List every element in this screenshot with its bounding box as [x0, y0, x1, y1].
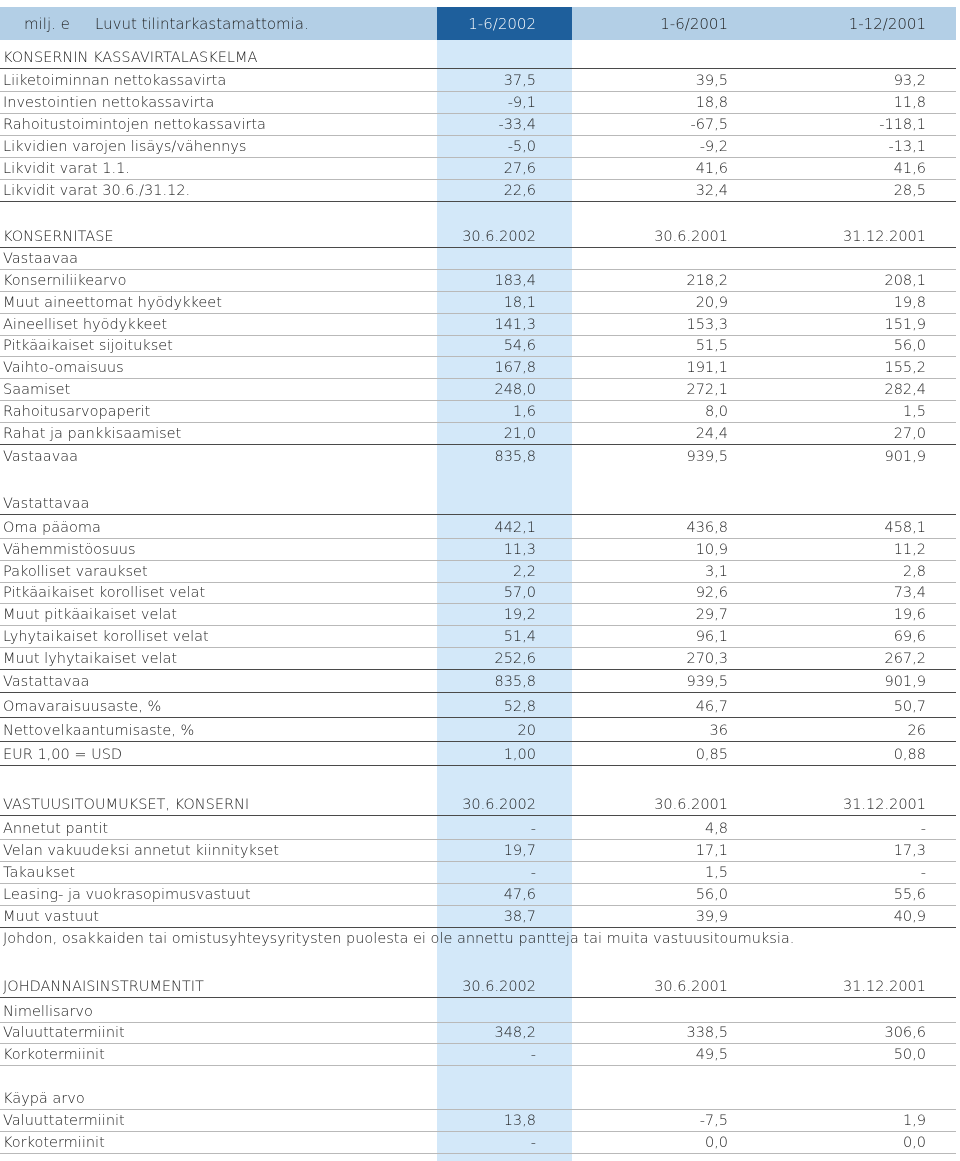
table-row — [0, 561, 956, 583]
value-col-1: 835,8 — [494, 449, 536, 465]
table-row — [0, 840, 956, 862]
table-row — [0, 626, 956, 648]
row-label: Aineelliset hyödykkeet — [3, 316, 168, 333]
table-row — [0, 136, 956, 158]
value-col-1: 54,6 — [503, 338, 536, 355]
value-col-3: 28,5 — [893, 183, 926, 199]
row-label: Pakolliset varaukset — [3, 563, 148, 580]
value-col-3: 19,8 — [893, 294, 926, 311]
row-label: Vähemmistöosuus — [3, 541, 136, 558]
value-col-3: 306,6 — [884, 1025, 926, 1041]
row-label: Vastattavaa — [3, 674, 90, 690]
value-col-2: 218,2 — [686, 273, 728, 289]
value-col-3: 155,2 — [884, 360, 926, 377]
value-col-1: 52,8 — [503, 699, 536, 715]
header-col-1: 1-6/2002 — [468, 15, 536, 33]
table-row — [0, 818, 956, 840]
row-label: Likvidit varat 1.1. — [3, 161, 130, 177]
table-row — [0, 335, 956, 357]
value-col-2: -9,2 — [699, 139, 728, 155]
value-col-1: 21,0 — [503, 425, 536, 442]
value-col-2: 96,1 — [695, 629, 728, 645]
table-row — [0, 401, 956, 423]
table-row — [0, 379, 956, 401]
subsection-heading — [0, 1001, 956, 1023]
value-col-2: 0,85 — [695, 747, 728, 763]
table-row — [0, 539, 956, 561]
value-col-3: 458,1 — [884, 520, 926, 536]
row-label: Valuuttatermiinit — [3, 1025, 125, 1041]
subsection-heading — [0, 493, 956, 515]
total-row — [0, 446, 956, 467]
value-col-2: 39,5 — [695, 73, 728, 89]
row-label: Saamiset — [3, 382, 71, 398]
table-row — [0, 292, 956, 314]
ratio-row — [0, 744, 956, 766]
table-row — [0, 1044, 956, 1066]
table-row — [0, 314, 956, 336]
value-col-3: -118,1 — [879, 117, 926, 133]
value-col-1: 442,1 — [494, 520, 536, 536]
value-col-3: 267,2 — [884, 650, 926, 667]
value-col-2: 1,5 — [704, 865, 728, 881]
section-title — [0, 226, 956, 248]
header-col-3: 1-12/2001 — [848, 15, 926, 33]
value-col-2: 39,9 — [695, 909, 728, 925]
value-col-1: 252,6 — [494, 650, 536, 667]
row-label: Rahoitusarvopaperit — [3, 403, 151, 420]
value-col-3: - — [920, 865, 926, 881]
value-col-2: 30.6.2001 — [654, 979, 728, 995]
row-label: Nettovelkaantumisaste, % — [3, 723, 195, 739]
row-label: Korkotermiinit — [3, 1135, 105, 1151]
row-label: Valuuttatermiinit — [3, 1113, 125, 1129]
value-col-1: - — [530, 821, 536, 837]
value-col-1: 1,00 — [503, 747, 536, 763]
value-col-1: 27,6 — [503, 161, 536, 177]
row-label: VASTUUSITOUMUKSET, KONSERNI — [3, 797, 250, 813]
value-col-1: 57,0 — [503, 585, 536, 602]
row-label: Velan vakuudeksi annetut kiinnitykset — [3, 843, 279, 859]
value-col-1: 30.6.2002 — [462, 229, 536, 245]
value-col-3: -13,1 — [888, 139, 926, 155]
subsection-heading — [0, 1088, 956, 1110]
value-col-1: 167,8 — [494, 360, 536, 377]
value-col-3: 0,88 — [893, 747, 926, 763]
table-row — [0, 357, 956, 379]
value-col-1: 11,3 — [503, 541, 536, 558]
table-row — [0, 582, 956, 604]
value-col-2: 24,4 — [695, 425, 728, 442]
value-col-1: 2,2 — [512, 563, 536, 580]
table-row — [0, 906, 956, 928]
value-col-3: 55,6 — [893, 887, 926, 903]
row-label: KONSERNITASE — [3, 229, 114, 245]
table-row — [0, 92, 956, 114]
row-label: Takaukset — [3, 865, 76, 881]
table-header — [0, 7, 956, 40]
value-col-2: 17,1 — [695, 843, 728, 859]
value-col-3: 11,2 — [893, 541, 926, 558]
value-col-1: - — [530, 1047, 536, 1063]
value-col-3: 901,9 — [884, 674, 926, 690]
value-col-2: 4,8 — [704, 821, 728, 837]
value-col-2: 30.6.2001 — [654, 229, 728, 245]
value-col-3: 19,6 — [893, 607, 926, 624]
table-row — [0, 70, 956, 92]
row-label: Konserniliikearvo — [3, 273, 127, 289]
value-col-2: 338,5 — [686, 1025, 728, 1041]
row-label: Pitkäaikaiset sijoitukset — [3, 338, 173, 355]
value-col-3: 56,0 — [893, 338, 926, 355]
value-col-3: 93,2 — [893, 73, 926, 89]
value-col-3: 11,8 — [893, 95, 926, 111]
value-col-1: 22,6 — [503, 183, 536, 199]
value-col-3: 17,3 — [893, 843, 926, 859]
value-col-2: 36 — [709, 723, 728, 739]
table-row — [0, 517, 956, 539]
value-col-3: 901,9 — [884, 449, 926, 465]
value-col-2: 10,9 — [695, 541, 728, 558]
value-col-2: 92,6 — [695, 585, 728, 602]
row-label: EUR 1,00 = USD — [3, 747, 123, 763]
row-label: Vaihto-omaisuus — [3, 360, 124, 377]
row-label: Nimellisarvo — [3, 1004, 93, 1020]
value-col-1: 37,5 — [503, 73, 536, 89]
value-col-3: 1,9 — [902, 1113, 926, 1129]
row-label: Investointien nettokassavirta — [3, 95, 215, 111]
value-col-3: 31.12.2001 — [842, 797, 926, 813]
value-col-3: 31.12.2001 — [842, 979, 926, 995]
table-row — [0, 180, 956, 202]
value-col-2: 46,7 — [695, 699, 728, 715]
unaudited-note: Luvut tilintarkastamattomia. — [95, 15, 309, 33]
value-col-1: 19,2 — [503, 607, 536, 624]
ratio-row — [0, 720, 956, 742]
row-label: Rahat ja pankkisaamiset — [3, 425, 182, 442]
value-col-2: 153,3 — [686, 316, 728, 333]
section-title — [0, 976, 956, 998]
row-label: Annetut pantit — [3, 821, 109, 837]
table-row — [0, 423, 956, 445]
row-label: Liiketoiminnan nettokassavirta — [3, 73, 227, 89]
row-label: Oma pääoma — [3, 520, 101, 536]
value-col-2: 8,0 — [704, 403, 728, 420]
row-label: Korkotermiinit — [3, 1047, 105, 1063]
value-col-2: 0,0 — [704, 1135, 728, 1151]
value-col-2: -67,5 — [690, 117, 728, 133]
value-col-3: 2,8 — [902, 563, 926, 580]
value-col-2: 20,9 — [695, 294, 728, 311]
value-col-2: 49,5 — [695, 1047, 728, 1063]
table-row — [0, 270, 956, 292]
value-col-3: 151,9 — [884, 316, 926, 333]
value-col-2: 191,1 — [686, 360, 728, 377]
value-col-1: 51,4 — [503, 629, 536, 645]
row-label: Lyhytaikaiset korolliset velat — [3, 629, 209, 645]
row-label: Muut lyhytaikaiset velat — [3, 650, 178, 667]
value-col-2: 51,5 — [695, 338, 728, 355]
row-label: Likvidien varojen lisäys/vähennys — [3, 139, 247, 155]
row-label: Pitkäaikaiset korolliset velat — [3, 585, 206, 602]
value-col-2: 41,6 — [695, 161, 728, 177]
total-row — [0, 671, 956, 693]
row-label: Vastaavaa — [3, 449, 79, 465]
value-col-3: 27,0 — [893, 425, 926, 442]
value-col-1: 141,3 — [494, 316, 536, 333]
value-col-2: 56,0 — [695, 887, 728, 903]
row-label: Omavaraisuusaste, % — [3, 699, 162, 715]
value-col-2: 272,1 — [686, 382, 728, 398]
value-col-1: 30.6.2002 — [462, 797, 536, 813]
value-col-1: -33,4 — [498, 117, 536, 133]
value-col-1: 835,8 — [494, 674, 536, 690]
section-title — [0, 794, 956, 816]
row-label: Vastaavaa — [3, 251, 79, 267]
row-label: Muut vastuut — [3, 909, 99, 925]
row-label: Rahoitustoimintojen nettokassavirta — [3, 117, 266, 133]
value-col-1: - — [530, 1135, 536, 1151]
value-col-3: 69,6 — [893, 629, 926, 645]
value-col-1: 1,6 — [512, 403, 536, 420]
value-col-3: 41,6 — [893, 161, 926, 177]
table-row — [0, 114, 956, 136]
value-col-3: 1,5 — [902, 403, 926, 420]
table-row — [0, 862, 956, 884]
value-col-1: - — [530, 865, 536, 881]
value-col-2: 32,4 — [695, 183, 728, 199]
value-col-3: 73,4 — [893, 585, 926, 602]
value-col-3: 50,0 — [893, 1047, 926, 1063]
value-col-1: 30.6.2002 — [462, 979, 536, 995]
value-col-1: -5,0 — [507, 139, 536, 155]
row-label: Käypä arvo — [3, 1091, 85, 1107]
row-label: Muut aineettomat hyödykkeet — [3, 294, 222, 311]
value-col-1: 18,1 — [503, 294, 536, 311]
value-col-1: -9,1 — [507, 95, 536, 111]
row-label: KONSERNIN KASSAVIRTALASKELMA — [3, 50, 258, 66]
unit-label: milj. e — [24, 15, 70, 33]
value-col-1: 19,7 — [503, 843, 536, 859]
table-row — [0, 1022, 956, 1044]
value-col-2: 30.6.2001 — [654, 797, 728, 813]
value-col-2: -7,5 — [699, 1113, 728, 1129]
value-col-1: 20 — [517, 723, 536, 739]
value-col-2: 436,8 — [686, 520, 728, 536]
value-col-2: 270,3 — [686, 650, 728, 667]
row-label: Likvidit varat 30.6./31.12. — [3, 183, 191, 199]
section-title — [0, 47, 956, 69]
value-col-2: 29,7 — [695, 607, 728, 624]
row-label: Leasing- ja vuokrasopimusvastuut — [3, 887, 251, 903]
row-label: Vastattavaa — [3, 496, 90, 512]
table-row — [0, 884, 956, 906]
value-col-3: - — [920, 821, 926, 837]
value-col-3: 31.12.2001 — [842, 229, 926, 245]
value-col-2: 939,5 — [686, 674, 728, 690]
value-col-3: 26 — [907, 723, 926, 739]
value-col-3: 208,1 — [884, 273, 926, 289]
row-label: Muut pitkäaikaiset velat — [3, 607, 177, 624]
value-col-1: 348,2 — [494, 1025, 536, 1041]
value-col-3: 40,9 — [893, 909, 926, 925]
ratio-row — [0, 696, 956, 718]
table-row — [0, 648, 956, 670]
row-label: JOHDANNAISINSTRUMENTIT — [3, 979, 204, 995]
value-col-1: 183,4 — [494, 273, 536, 289]
value-col-3: 0,0 — [902, 1135, 926, 1151]
value-col-3: 282,4 — [884, 382, 926, 398]
value-col-3: 50,7 — [893, 699, 926, 715]
value-col-1: 13,8 — [503, 1113, 536, 1129]
header-col-2: 1-6/2001 — [660, 15, 728, 33]
value-col-1: 38,7 — [503, 909, 536, 925]
value-col-1: 47,6 — [503, 887, 536, 903]
subsection-heading — [0, 248, 956, 270]
table-row — [0, 158, 956, 180]
value-col-2: 3,1 — [704, 563, 728, 580]
value-col-2: 939,5 — [686, 449, 728, 465]
table-row — [0, 604, 956, 626]
table-row — [0, 1110, 956, 1132]
commitments-note: Johdon, osakkaiden tai omistusyhteysyritysten puolesta ei ole annettu pantteja tai muita vastuusitoumuksia. — [3, 931, 795, 947]
value-col-2: 18,8 — [695, 95, 728, 111]
table-row — [0, 1132, 956, 1154]
value-col-1: 248,0 — [494, 382, 536, 398]
